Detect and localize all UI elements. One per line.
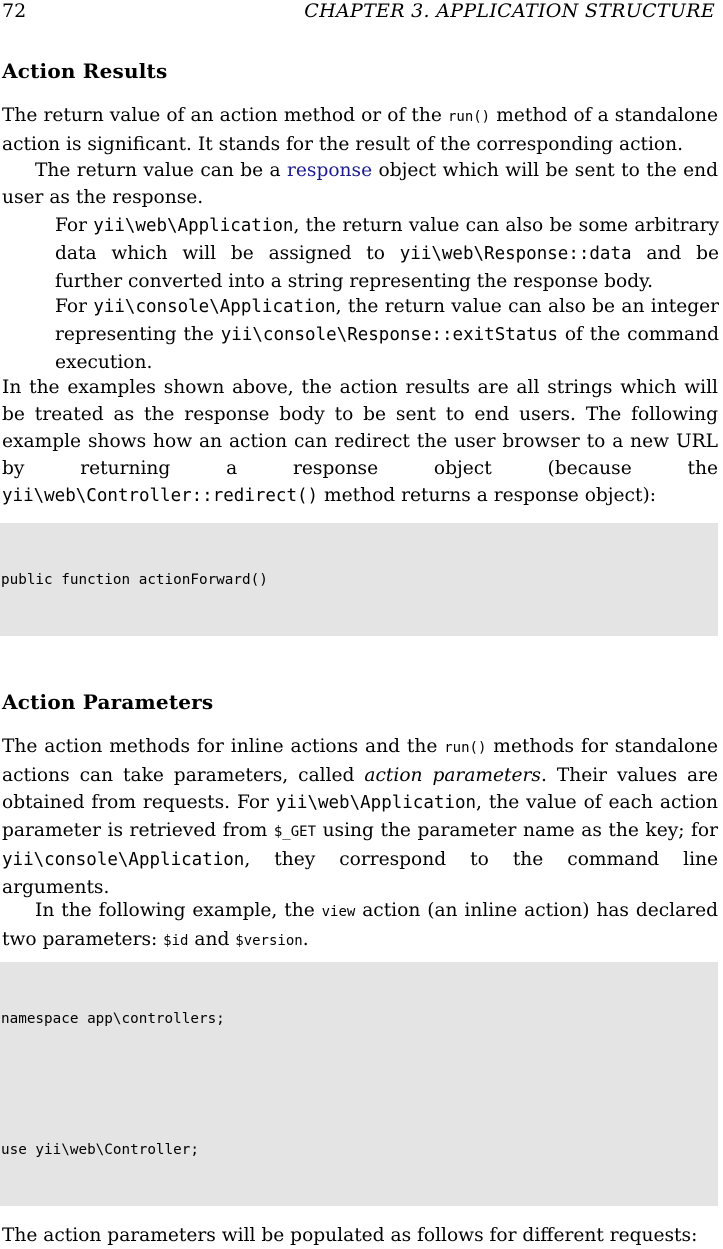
code-line [1,636,718,637]
inline-code: yii\web\Application [93,216,294,236]
chapter-title: CHAPTER 3. APPLICATION STRUCTURE [304,0,715,22]
inline-code-run: run() [447,109,491,125]
page-number: 72 [2,0,27,22]
paragraph-redirect-example: In the examples shown above, the action results are all strings which will be treated as the response body to be sent to end users. The following example shows how an action can redirect the user browser to a new URL by returning a response object (because the yii\web\Controller::redirect() method returns a response object): [2,377,718,506]
section-title-action-parameters: Action Parameters [2,690,214,714]
inline-code-version: $version [235,933,303,949]
inline-code-run: run() [444,740,487,756]
response-link[interactable]: response [287,160,373,181]
code-block-post-controller [0,962,718,1206]
code-block-action-forward [0,523,718,636]
emphasis-action-parameters: action parameters [364,765,541,786]
inline-code: yii\console\Response::exitStatus [220,325,558,345]
section-title-action-results: Action Results [2,59,168,83]
paragraph-action-parameters: The action methods for inline actions and the run() methods for standalone actions can take parameters, called action parameters. Their values are obtained from requests. For yii\web\Application, the value of each action parameter is retrieved from $_GET using the parameter name as the key; for yii\console\Application, they correspond to the command line arguments. [2,736,718,898]
code-line: public function actionForward() [1,572,268,589]
inline-code: yii\console\Application [93,297,336,317]
paragraph-response-object: The return value can be a response object which will be sent to the end user as the response. [2,160,718,208]
inline-code: yii\web\Application [275,793,477,813]
inline-code-id: $id [163,933,189,949]
paragraph-return-value: The return value of an action method or of the run() method of a standalone action is significant. It stands for the result of the corresponding action. [2,105,718,155]
list-item-console-application: For yii\console\Application, the return value can also be an integer representing the yii\console\Response::exitStatus of the command execution. [55,296,719,373]
paragraph-view-example: In the following example, the view action (an inline action) has declared two parameters: $id and $version. [2,900,718,950]
running-header [0,0,719,22]
code-line [1,1075,718,1097]
code-line: namespace app\controllers; [1,1011,225,1028]
list-item-web-application: For yii\web\Application, the return value can also be some arbitrary data which will be assigned to yii\web\Response::data and be further converted into a string representing the response body. [55,215,719,292]
code-line [1,1205,718,1206]
inline-code-view: view [321,904,356,920]
code-line: use yii\web\Controller; [1,1141,199,1158]
inline-code-redirect: yii\web\Controller::redirect() [2,486,319,506]
inline-code: yii\web\Response::data [399,244,632,264]
inline-code: yii\console\Application [2,850,245,870]
paragraph-populated: The action parameters will be populated as follows for different requests: [2,1225,698,1246]
inline-code-get: $_GET [273,824,317,840]
